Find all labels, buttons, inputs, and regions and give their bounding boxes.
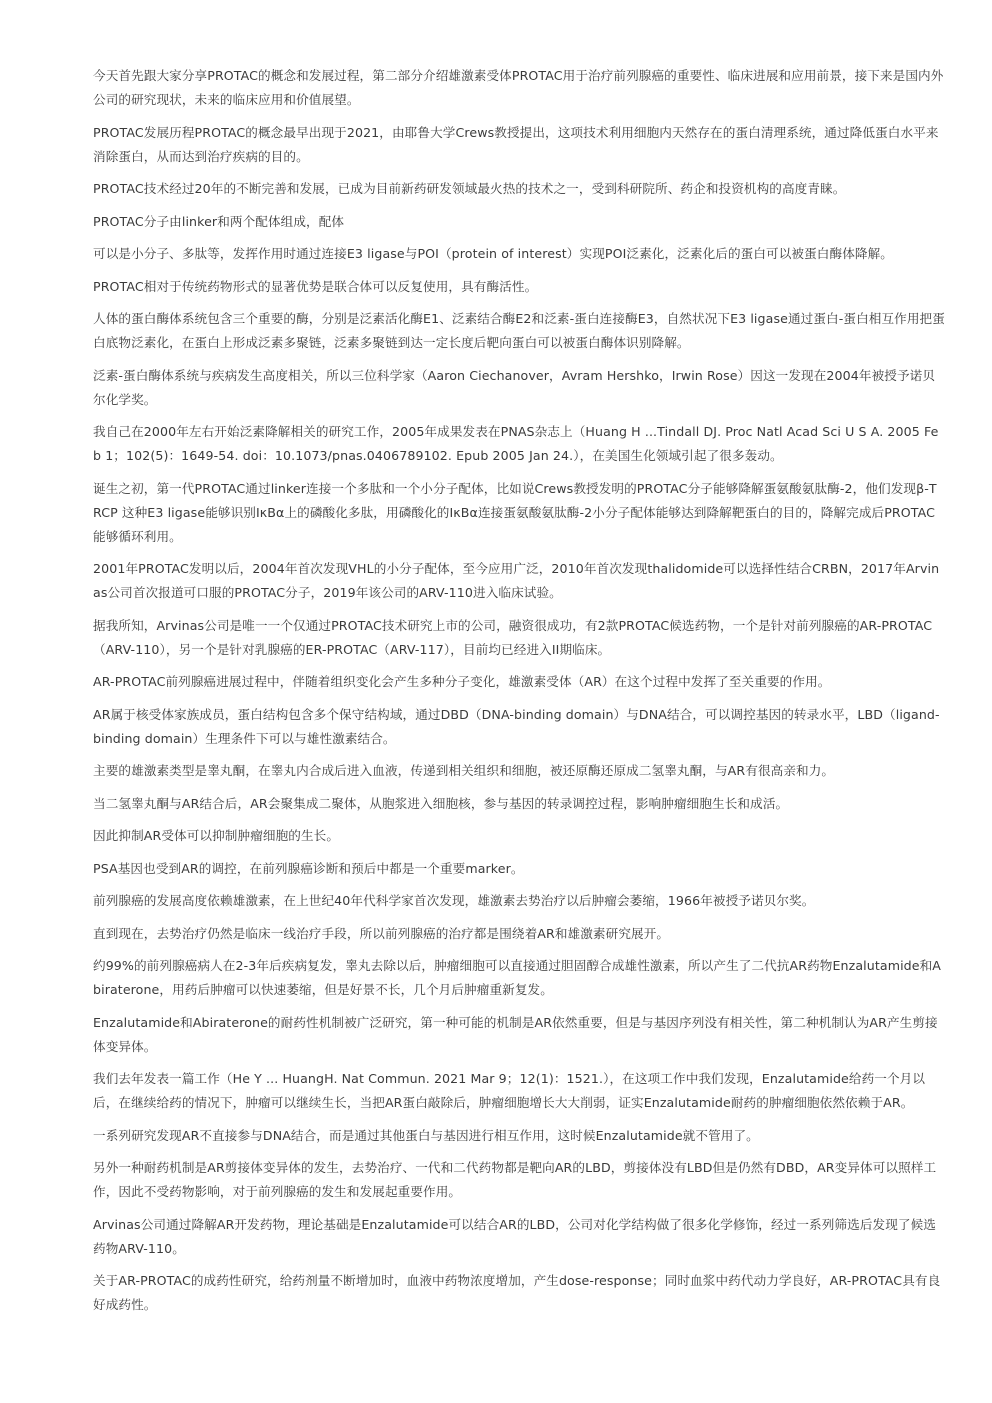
- paragraph-4: PROTAC分子由linker和两个配体组成，配体: [93, 213, 345, 229]
- paragraph-3: PROTAC技术经过20年的不断完善和发展，已成为目前新药研发领域最火热的技术之一，受到科研院所、药企和投资机构的高度青睐。: [93, 181, 846, 196]
- paragraph-7: 人体的蛋白酶体系统包含三个重要的酶，分别是泛素活化酶E1、泛素结合酶E2和泛素-蛋白连接酶E3，自然状况下E3 ligase通过蛋白-蛋白相互作用把蛋白底物泛素化，在蛋白上形成泛素多聚链，泛素多聚链到达一定长度后靶向蛋白可以被蛋白酶体识别降解。: [93, 311, 945, 350]
- paragraph-25: 另外一种耐药机制是AR剪接体变异体的发生，去势治疗、一代和二代药物都是靶向AR的LBD，剪接体没有LBD但是仍然有DBD，AR变异体可以照样工作，因此不受药物影响，对于前列腺癌的发生和发展起重要作用。: [93, 1160, 937, 1199]
- paragraph-18: PSA基因也受到AR的调控，在前列腺癌诊断和预后中都是一个重要marker。: [93, 860, 524, 876]
- paragraph-23: 我们去年发表一篇工作（He Y ... HuangH. Nat Commun. 2021 Mar 9；12(1)：1521.），在这项工作中我们发现，Enzalutamide给药一个月以后，在继续给药的情况下，肿瘤可以继续生长，当把AR蛋白敲除后，肿瘤细胞增长大大削弱，证实Enzalutamide耐药的肿瘤细胞依然依赖于AR。: [93, 1071, 926, 1110]
- paragraph-8: 泛素-蛋白酶体系统与疾病发生高度相关，所以三位科学家（Aaron Ciechanover，Avram Hershko，Irwin Rose）因这一发现在2004年被授予诺贝尔化学奖。: [93, 367, 936, 407]
- paragraph-16: 当二氢睾丸酮与AR结合后，AR会聚集成二聚体，从胞浆进入细胞核，参与基因的转录调控过程，影响肿瘤细胞生长和成活。: [93, 795, 789, 811]
- paragraph-12: 据我所知，Arvinas公司是唯一一个仅通过PROTAC技术研究上市的公司，融资很成功，有2款PROTAC候选药物，一个是针对前列腺癌的AR-PROTAC（ARV-110），另一个是针对乳腺癌的ER-PROTAC（ARV-117），目前均已经进入II期临床。: [93, 617, 933, 657]
- paragraph-17: 因此抑制AR受体可以抑制肿瘤细胞的生长。: [93, 828, 340, 843]
- paragraph-11: 2001年PROTAC发明以后，2004年首次发现VHL的小分子配体，至今应用广泛，2010年首次发现thalidomide可以选择性结合CRBN，2017年Arvinas公司首次报道可口服的PROTAC分子，2019年该公司的ARV-110进入临床试验。: [93, 561, 940, 600]
- paragraph-27: 关于AR-PROTAC的成药性研究，给药剂量不断增加时，血液中药物浓度增加，产生dose-response；同时血浆中药代动力学良好，AR-PROTAC具有良好成药性。: [93, 1273, 941, 1312]
- paragraph-10: 诞生之初，第一代PROTAC通过linker连接一个多肽和一个小分子配体，比如说Crews教授发明的PROTAC分子能够降解蛋氨酸氨肽酶-2，他们发现β-TRCP 这种E3 ligase能够识别IκBα上的磷酸化多肽，用磷酸化的IκBα连接蛋氨酸氨肽酶-2小分子配体能够达到降解靶蛋白的目的，降解完成后PROTAC能够循环利用。: [93, 480, 937, 544]
- paragraph-9: 我自己在2000年左右开始泛素降解相关的研究工作，2005年成果发表在PNAS杂志上（Huang H ...Tindall DJ. Proc Natl Acad Sci U S A. 2005 Feb 1；102(5)：1649-54. doi：10.1073/pnas.0406789102. Epub 2005 Jan 24.），在美国生化领域引起了很多轰动。: [93, 424, 939, 463]
- document-body: [93, 64, 945, 1326]
- paragraph-22: Enzalutamide和Abiraterone的耐药性机制被广泛研究，第一种可能的机制是AR依然重要，但是与基因序列没有相关性，第二种机制认为AR产生剪接体变异体。: [93, 1014, 938, 1054]
- paragraph-6: PROTAC相对于传统药物形式的显著优势是联合体可以反复使用，具有酶活性。: [93, 278, 538, 294]
- paragraph-15: 主要的雄激素类型是睾丸酮，在睾丸内合成后进入血液，传递到相关组织和细胞，被还原酶还原成二氢睾丸酮，与AR有很高亲和力。: [93, 763, 835, 778]
- paragraph-2: PROTAC发展历程PROTAC的概念最早出现于2021，由耶鲁大学Crews教授提出，这项技术利用细胞内天然存在的蛋白清理系统，通过降低蛋白水平来消除蛋白，从而达到治疗疾病的目的。: [93, 124, 939, 164]
- paragraph-14: AR属于核受体家族成员，蛋白结构包含多个保守结构域，通过DBD（DNA-binding domain）与DNA结合，可以调控基因的转录水平，LBD（ligand-binding domain）生理条件下可以与雄性激素结合。: [93, 706, 940, 746]
- paragraph-26: Arvinas公司通过降解AR开发药物，理论基础是Enzalutamide可以结合AR的LBD，公司对化学结构做了很多化学修饰，经过一系列筛选后发现了候选药物ARV-110。: [93, 1216, 936, 1256]
- paragraph-20: 直到现在，去势治疗仍然是临床一线治疗手段，所以前列腺癌的治疗都是围绕着AR和雄激素研究展开。: [93, 925, 670, 941]
- paragraph-19: 前列腺癌的发展高度依赖雄激素，在上世纪40年代科学家首次发现，雄激素去势治疗以后肿瘤会萎缩，1966年被授予诺贝尔奖。: [93, 893, 815, 908]
- paragraph-5: 可以是小分子、多肽等，发挥作用时通过连接E3 ligase与POI（protein of interest）实现POI泛素化，泛素化后的蛋白可以被蛋白酶体降解。: [93, 246, 893, 261]
- paragraph-21: 约99%的前列腺癌病人在2-3年后疾病复发，睾丸去除以后，肿瘤细胞可以直接通过胆固醇合成雄性激素，所以产生了二代抗AR药物Enzalutamide和Abiraterone，用药后肿瘤可以快速萎缩，但是好景不长，几个月后肿瘤重新复发。: [93, 958, 942, 997]
- paragraph-13: AR-PROTAC前列腺癌进展过程中，伴随着组织变化会产生多种分子变化，雄激素受体（AR）在这个过程中发挥了至关重要的作用。: [93, 674, 831, 689]
- paragraph-1: 今天首先跟大家分享PROTAC的概念和发展过程，第二部分介绍雄激素受体PROTAC用于治疗前列腺癌的重要性、临床进展和应用前景，接下来是国内外公司的研究现状，未来的临床应用和价值展望。: [93, 68, 944, 107]
- paragraph-24: 一系列研究发现AR不直接参与DNA结合，而是通过其他蛋白与基因进行相互作用，这时候Enzalutamide就不管用了。: [93, 1127, 759, 1143]
